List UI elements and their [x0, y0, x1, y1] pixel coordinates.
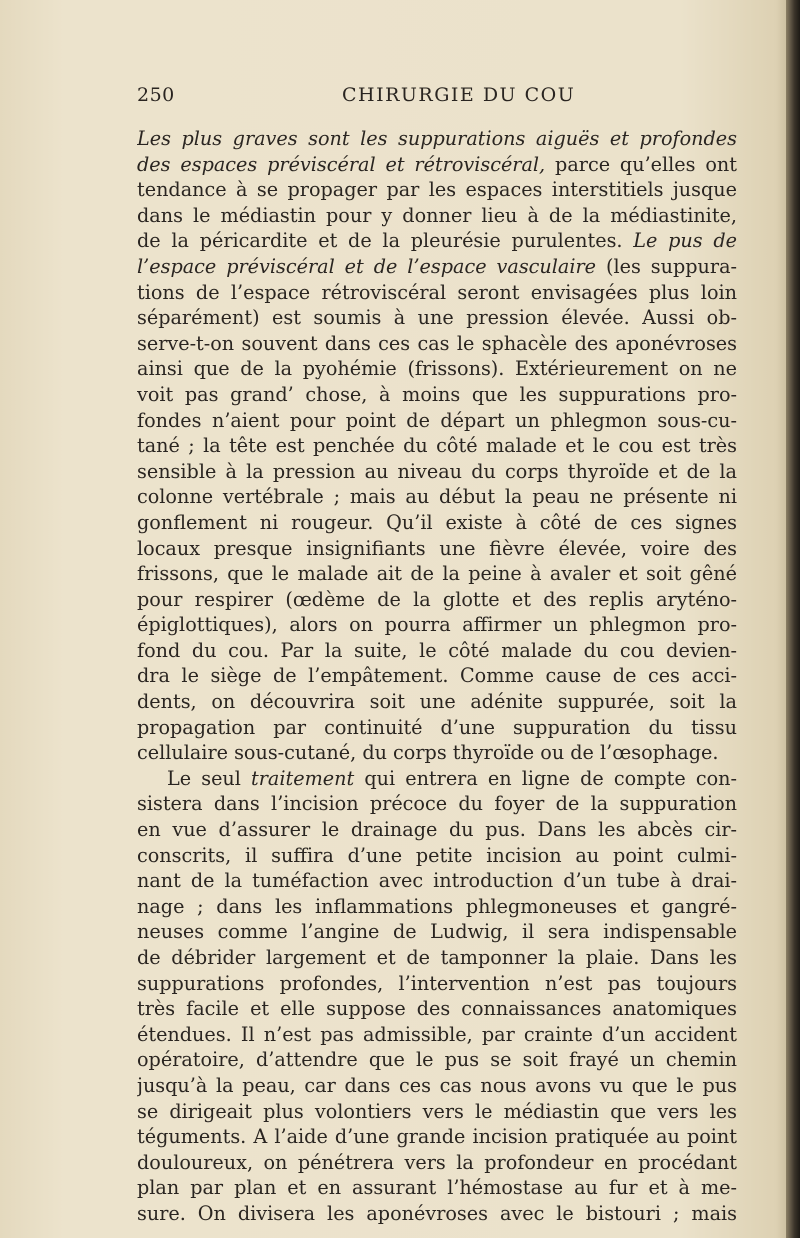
- text-line: [137, 305, 737, 331]
- text-run: fondes n’aient pour point de départ un phlegmon sous-cu-: [137, 408, 737, 432]
- text-run: neuses comme l’angine de Ludwig, il sera indispensable: [137, 920, 737, 944]
- text-line: [137, 1047, 737, 1073]
- text-run: téguments. A l’aide d’une grande incision pratiquée au point: [137, 1125, 737, 1149]
- text-run: pour respirer (œdème de la glotte et des replis aryténo-: [137, 587, 737, 611]
- body-text: [137, 126, 737, 1227]
- italic-text: Les plus graves sont les suppurations aiguës et profondes: [137, 127, 737, 150]
- text-line: [137, 280, 737, 306]
- text-run: (les suppura-: [596, 254, 737, 278]
- text-line: [137, 561, 737, 587]
- text-run: colonne vertébrale ; mais au début la peau ne présente ni: [137, 485, 737, 509]
- text-run: plan par plan et en assurant l’hémostase au fur et à me-: [137, 1176, 737, 1200]
- text-run: conscrits, il suffira d’une petite incision au point culmi-: [137, 843, 737, 867]
- text-line: [137, 459, 737, 485]
- text-run: jusqu’à la peau, car dans ces cas nous avons vu que le pus: [137, 1073, 737, 1097]
- text-run: de la péricardite et de la pleurésie purulentes.: [137, 229, 634, 253]
- text-run: tané ; la tête est penchée du côté malade et le cou est très: [137, 434, 737, 458]
- text-line: [137, 536, 737, 562]
- text-line: [137, 766, 737, 792]
- text-run: locaux presque insignifiants une fièvre élevée, voire des: [137, 536, 737, 560]
- text-run: ainsi que de la pyohémie (frissons). Extérieurement on ne: [137, 357, 737, 381]
- text-run: fond du cou. Par la suite, le côté malade du cou devien-: [137, 638, 737, 662]
- text-line: [137, 1124, 737, 1150]
- text-run: gonflement ni rougeur. Qu’il existe à côté de ces signes: [137, 510, 737, 534]
- text-line: [137, 152, 737, 178]
- text-run: propagation par continuité d’une suppuration du tissu: [137, 715, 737, 739]
- italic-text: traitement: [251, 766, 355, 790]
- text-run: sure. On divisera les aponévroses avec le bistouri ; mais: [137, 1201, 737, 1225]
- page-number: 250: [137, 84, 175, 106]
- text-line: [137, 587, 737, 613]
- text-run: douloureux, on pénétrera vers la profondeur en procédant: [137, 1150, 737, 1174]
- text-run: opératoire, d’attendre que le pus se soit frayé un chemin: [137, 1048, 737, 1072]
- text-run: dents, on découvrira soit une adénite suppurée, soit la: [137, 690, 737, 714]
- text-line: [137, 382, 737, 408]
- text-line: [137, 919, 737, 945]
- text-line: [137, 408, 737, 434]
- text-run: en vue d’assurer le drainage du pus. Dans les abcès cir-: [137, 818, 737, 842]
- page-header: [137, 84, 737, 110]
- text-line: [137, 945, 737, 971]
- text-run: dans le médiastin pour y donner lieu à de la médiastinite,: [137, 203, 737, 227]
- text-line: [137, 203, 737, 229]
- text-line: [137, 433, 737, 459]
- text-line: [137, 612, 737, 638]
- text-run: tendance à se propager par les espaces interstitiels jusque: [137, 178, 737, 202]
- text-line: [137, 177, 737, 203]
- text-run: serve-t-on souvent dans ces cas le sphacèle des aponévroses: [137, 331, 737, 355]
- text-line: [137, 868, 737, 894]
- text-line: [137, 331, 737, 357]
- text-line: [137, 843, 737, 869]
- italic-text: l’espace préviscéral et de l’espace vasculaire: [137, 254, 597, 278]
- text-line: [137, 126, 737, 152]
- text-run: très facile et elle suppose des connaissances anatomiques: [137, 997, 737, 1021]
- text-line: [137, 996, 737, 1022]
- text-line: [137, 971, 737, 997]
- text-line: [137, 1022, 737, 1048]
- text-run: qui entrera en ligne de compte con-: [354, 766, 737, 790]
- text-line: [137, 740, 737, 766]
- text-line: [137, 484, 737, 510]
- text-run: voit pas grand’ chose, à moins que les suppurations pro-: [137, 382, 737, 406]
- text-line: [137, 510, 737, 536]
- text-line: [137, 791, 737, 817]
- text-run: séparément) est soumis à une pression élevée. Aussi ob-: [137, 306, 737, 330]
- running-head: CHIRURGIE DU COU: [342, 84, 576, 106]
- text-line: [137, 1201, 737, 1227]
- text-run: suppurations profondes, l’intervention n’est pas toujours: [137, 971, 737, 995]
- text-run: de débrider largement et de tamponner la plaie. Dans les: [137, 946, 737, 969]
- text-line: [137, 894, 737, 920]
- text-line: [137, 1150, 737, 1176]
- text-line: [137, 1175, 737, 1201]
- text-line: [137, 356, 737, 382]
- text-line: [137, 1073, 737, 1099]
- text-line: [137, 638, 737, 664]
- text-run: se dirigeait plus volontiers vers le médiastin que vers les: [137, 1099, 737, 1123]
- text-run: sistera dans l’incision précoce du foyer de la suppuration: [137, 792, 737, 816]
- text-run: étendues. Il n’est pas admissible, par crainte d’un accident: [137, 1022, 737, 1046]
- book-spine-shadow: [786, 0, 800, 1238]
- italic-text: des espaces préviscéral et rétroviscéral,: [137, 152, 546, 176]
- text-run: épiglottiques), alors on pourra affirmer un phlegmon pro-: [137, 613, 737, 637]
- text-run: Le seul: [167, 766, 252, 790]
- text-line: [137, 228, 737, 254]
- italic-text: Le pus de: [633, 229, 737, 253]
- text-line: [137, 689, 737, 715]
- text-run: dra le siège de l’empâtement. Comme cause de ces acci-: [137, 664, 737, 688]
- text-run: parce qu’elles ont: [545, 152, 737, 176]
- text-run: tions de l’espace rétroviscéral seront envisagées plus loin: [137, 280, 737, 304]
- text-line: [137, 715, 737, 741]
- text-run: nant de la tuméfaction avec introduction d’un tube à drai-: [137, 869, 737, 893]
- text-run: frissons, que le malade ait de la peine à avaler et soit gêné: [137, 562, 737, 586]
- text-line: [137, 1099, 737, 1125]
- text-run: sensible à la pression au niveau du corps thyroïde et de la: [137, 459, 737, 483]
- text-line: [137, 254, 737, 280]
- text-run: nage ; dans les inflammations phlegmoneuses et gangré-: [137, 894, 737, 918]
- text-line: [137, 817, 737, 843]
- text-run: cellulaire sous-cutané, du corps thyroïde ou de l’œsophage.: [137, 741, 719, 765]
- text-line: [137, 663, 737, 689]
